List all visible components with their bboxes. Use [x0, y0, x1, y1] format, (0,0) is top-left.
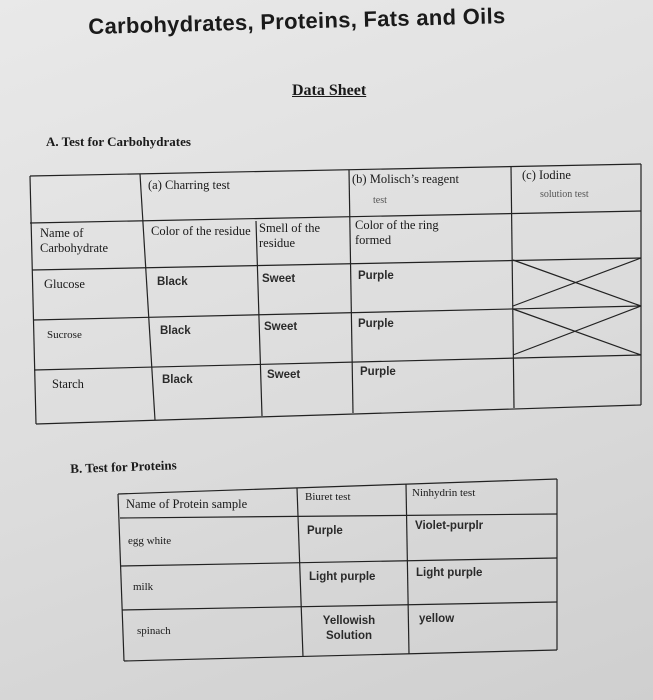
row-glucose-ring: Purple: [358, 270, 394, 282]
row-glucose-smell: Sweet: [262, 273, 296, 285]
row-starch-name: Starch: [52, 377, 84, 391]
row-spinach-sample: spinach: [137, 625, 171, 637]
row-starch-smell: Sweet: [267, 369, 301, 381]
header-name-of-carbohydrate: Name of Carbohydrate: [40, 226, 109, 255]
section-a-heading: A. Test for Carbohydrates: [46, 134, 191, 149]
row-sucrose-color: Black: [160, 325, 191, 337]
molisch-test-group-header: (b) Molisch’s reagent: [352, 172, 459, 186]
row-glucose-name: Glucose: [44, 277, 85, 291]
row-sucrose-ring: Purple: [358, 318, 394, 330]
header-color-of-residue: Color of the residue: [151, 224, 251, 238]
header-protein-sample: Name of Protein sample: [126, 497, 248, 511]
page-title: Carbohydrates, Proteins, Fats and Oils: [88, 3, 506, 39]
section-b-heading: B. Test for Proteins: [70, 457, 177, 476]
row-milk-biuret: Light purple: [309, 571, 376, 583]
row-spinach-biuret: Yellowish Solution: [322, 615, 376, 642]
row-egg-white-biuret: Purple: [307, 525, 343, 537]
row-starch-ring: Purple: [360, 366, 396, 378]
header-smell-of-residue: Smell of the residue: [259, 221, 321, 250]
page-subtitle: Data Sheet: [292, 82, 367, 99]
molisch-test-group-header-cont: test: [373, 195, 387, 206]
row-starch-color: Black: [162, 374, 193, 386]
row-sucrose-smell: Sweet: [264, 321, 298, 333]
header-ninhydrin-test: Ninhydrin test: [412, 487, 476, 499]
row-egg-white-ninhydrin: Violet-purplr: [415, 520, 484, 532]
row-milk-ninhydrin: Light purple: [416, 567, 483, 579]
iodine-test-group-header-cont: solution test: [540, 189, 589, 200]
row-glucose-color: Black: [157, 276, 188, 288]
row-sucrose-name: Sucrose: [47, 329, 82, 341]
row-milk-sample: milk: [133, 581, 154, 593]
row-spinach-ninhydrin: yellow: [419, 613, 455, 625]
header-biuret-test: Biuret test: [305, 491, 351, 503]
charring-test-group-header: (a) Charring test: [148, 178, 230, 192]
iodine-test-group-header: (c) Iodine: [522, 168, 571, 182]
row-egg-white-sample: egg white: [128, 535, 172, 547]
header-color-of-ring: Color of the ring formed: [355, 218, 439, 247]
